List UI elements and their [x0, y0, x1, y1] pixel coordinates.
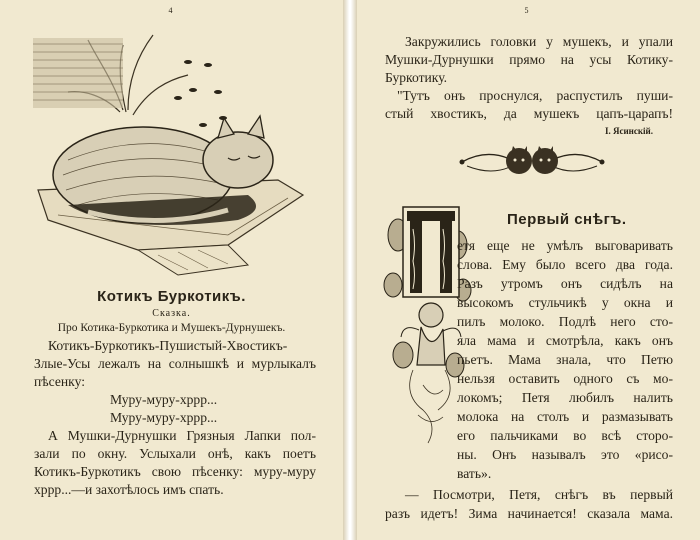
text-line: Котикъ-Буркотикъ свою пѣсенку: муру-муру — [34, 464, 316, 479]
story-title: Первый снѣгъ. — [507, 211, 627, 228]
text-line: пилъ молоко. Подлѣ него сто- — [457, 314, 673, 329]
book-gutter — [343, 0, 357, 540]
text-line: "Тутъ онъ проснулся, распустилъ пуши- — [397, 88, 673, 103]
text-line: етя еще не умѣлъ выговаривать — [457, 238, 673, 253]
left-page-number: 4 — [168, 6, 174, 15]
text-line: Котикъ-Буркотикъ-Пушистый-Хвостикъ- — [48, 338, 288, 353]
left-page — [0, 0, 343, 540]
sleeping-cat-illustration — [28, 30, 318, 280]
text-line: Мушки-Дурнушки прямо на усы Котику- — [385, 52, 673, 67]
text-line: локомъ; Петя любилъ налить — [457, 390, 673, 405]
text-line: Буркотику. — [385, 70, 448, 85]
text-line: стый хвостикъ, да мушекъ цапъ-царапъ! — [385, 106, 673, 121]
right-page — [357, 0, 700, 540]
text-line: его пальчиками во всѣ сторо- — [457, 428, 673, 443]
author-signature: І. Ясинскій. — [605, 126, 653, 136]
text-line: разъ идетъ! Зима начинается! сказала мама. — [385, 506, 673, 521]
story-title: Котикъ Буркотикъ. — [97, 288, 246, 305]
text-line: Закружились головки у мушекъ, и упали — [405, 34, 673, 49]
text-line: хррр...—и захотѣлось имъ спать. — [34, 482, 224, 497]
text-line: пѣсенку: — [34, 374, 85, 389]
text-line: — Посмотри, Петя, снѣгъ въ первый — [405, 487, 673, 502]
text-line: зали по окну. Услыхали онѣ, какъ поетъ — [34, 446, 316, 461]
right-page-number: 5 — [524, 6, 530, 15]
story-intro: Про Котика-Буркотика и Мушекъ-Дурнушекъ. — [57, 322, 286, 334]
text-line: вать». — [457, 466, 492, 481]
text-line: слова. Ему было всего два года. — [457, 257, 673, 272]
text-line: Муру-муру-хррр... — [110, 392, 218, 407]
ornament-vignette — [457, 140, 607, 182]
text-line: Разъ утромъ онъ сидѣлъ на — [457, 276, 673, 291]
text-line: молока на столъ и размазывать — [457, 409, 673, 424]
story-subtitle: Сказка. — [152, 308, 191, 319]
text-line: Злые-Усы лежалъ на солнышкѣ и мурлыкалъ — [34, 356, 316, 371]
text-line: Муру-муру-хррр... — [110, 410, 218, 425]
text-line: ны. Онъ называлъ это «рисо- — [457, 447, 673, 462]
text-line: пьетъ. Мама знала, что Петю — [457, 352, 673, 367]
text-line: нельзя оставить одного съ мо- — [457, 371, 673, 386]
text-line: яла мама и смотрѣла, какъ онъ — [457, 333, 673, 348]
text-line: высокомъ стульчикѣ у окна и — [457, 295, 673, 310]
text-line: А Мушки-Дурнушки Грязныя Лапки пол- — [48, 428, 316, 443]
